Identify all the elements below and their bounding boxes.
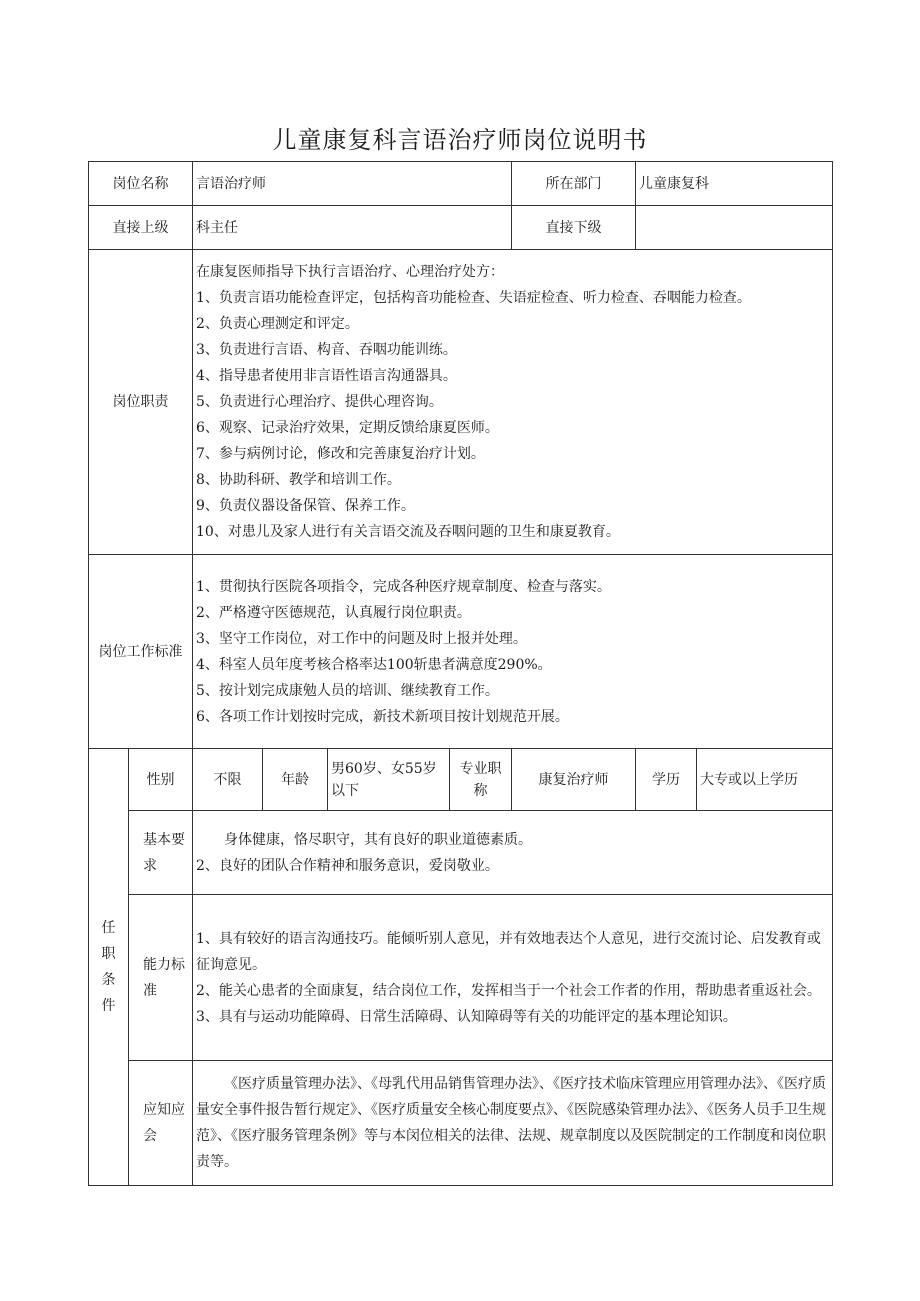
professional-title-label: 专业职称 xyxy=(450,749,512,811)
knowledge-text-cell xyxy=(193,1061,833,1186)
list-item: 在康复医师指导下执行言语治疗、心理治疗处方： xyxy=(196,264,504,280)
gender-value: 不限 xyxy=(193,749,263,811)
list-item: 4、指导患者使用非言语性语言沟通器具。 xyxy=(196,368,457,384)
list-item: 1、负责言语功能检查评定，包括构音功能检查、失语症检查、听力检查、吞咽能力检查。 xyxy=(196,290,751,306)
age-label: 年龄 xyxy=(263,749,328,811)
knowledge-text: 《医疗质量管理办法》、《母乳代用品销售管理办法》、《医疗技术临床管理应用管理办法》、《医疗质量安全事件报告暂行规定》、《医疗质量安全核心制度要点》、《医院感染管理办法》、《医务人员手卫生规范》、《医疗服务管理条例》等与本闵位相关的法律、法规、规章制度以及医院制定的工作制度和岗位职责等。 xyxy=(196,1076,826,1170)
age-value: 男60岁、女55岁以下 xyxy=(328,749,450,811)
ability-standards-list xyxy=(193,895,833,1061)
row-position-name xyxy=(89,162,833,206)
professional-title-value: 康复治疗师 xyxy=(512,749,636,811)
list-item: 身体健康，恪尽职守，其有良好的职业道德素质。 xyxy=(224,831,532,848)
list-item: 10、对患儿及家人进行有关言语交流及吞咽问题的卫生和康夏教育。 xyxy=(196,524,620,540)
list-item: 8、协助科研、教学和培训工作。 xyxy=(196,472,401,488)
ability-standards-label: 能力标准 xyxy=(129,895,193,1061)
list-item: 9、负责仪器设备保管、保养工作。 xyxy=(196,498,415,514)
list-item: 2、能关心患者的全面康复，结合岗位工作，发挥相当于一个社会工作者的作用，帮助患者重返社会。 xyxy=(196,982,821,999)
list-item: 6、各项工作计划按时完成，新技术新项目按计划规范开展。 xyxy=(196,708,569,725)
list-item: 1、具有较好的语言沟通技巧。能倾听别人意见，并有效地表达个人意见，进行交流讨论、启发教育或征询意见。 xyxy=(196,930,821,973)
page-title: 儿童康复科言语治疗师岗位说明书 xyxy=(272,126,648,154)
list-item: 2、良好的团队合作精神和服务意识，爱岗敬业。 xyxy=(196,857,499,874)
department-label: 所在部门 xyxy=(512,162,636,206)
knowledge-label: 应知应会 xyxy=(129,1061,193,1186)
subordinate-value xyxy=(636,206,833,250)
position-name-label: 岗位名称 xyxy=(89,162,193,206)
list-item: 1、贯彻执行医院各项指令，完成各种医疗规章制度、检查与落实。 xyxy=(196,578,611,595)
list-item: 7、参与病例讨论，修改和完善康复治疗计划。 xyxy=(196,446,485,462)
education-value: 大专或以上学历 xyxy=(697,749,833,811)
basic-requirements-list xyxy=(193,811,833,895)
list-item: 5、负责进行心理治疗、提供心理咨询。 xyxy=(196,394,443,410)
list-item: 2、严格遵守医德规范，认真履行岗位职责。 xyxy=(196,604,471,621)
list-item: 6、观察、记录治疗效果，定期反馈给康夏医师。 xyxy=(196,420,499,436)
list-item: 5、按计划完成康勉人员的培训、继续教育工作。 xyxy=(196,682,499,699)
row-knowledge xyxy=(89,1061,833,1186)
superior-label: 直接上级 xyxy=(89,206,193,250)
list-item: 3、负责进行言语、构音、吞咽功能训练。 xyxy=(196,342,457,358)
superior-value: 科主任 xyxy=(193,206,512,250)
row-superior xyxy=(89,206,833,250)
requirements-label: 任 职 条 件 xyxy=(89,749,129,1186)
position-name-value: 言语治疗师 xyxy=(193,162,512,206)
row-basic-info xyxy=(89,749,833,811)
gender-label: 性别 xyxy=(129,749,193,811)
basic-requirements-label: 基本要求 xyxy=(129,811,193,895)
standards-label: 岗位工作标准 xyxy=(89,555,193,749)
list-item: 2、负责心理测定和评定。 xyxy=(196,316,359,332)
list-item: 3、坚守工作岗位，对工作中的问题及时上报并处理。 xyxy=(196,630,527,647)
department-value: 儿童康复科 xyxy=(636,162,833,206)
row-ability-standards xyxy=(89,895,833,1061)
row-duties xyxy=(89,250,833,555)
job-description-table xyxy=(88,161,833,1186)
duties-list xyxy=(193,250,833,555)
row-standards xyxy=(89,555,833,749)
subordinate-label: 直接下级 xyxy=(512,206,636,250)
list-item: 3、具有与运动功能障碍、日常生活障碍、认知障碍等有关的功能评定的基本理论知识。 xyxy=(196,1008,737,1025)
standards-list xyxy=(193,555,833,749)
education-label: 学历 xyxy=(636,749,697,811)
duties-label: 岗位职责 xyxy=(89,250,193,555)
row-basic-requirements xyxy=(89,811,833,895)
list-item: 4、科室人员年度考核合格率达100斩患者满意度290%。 xyxy=(196,656,552,673)
